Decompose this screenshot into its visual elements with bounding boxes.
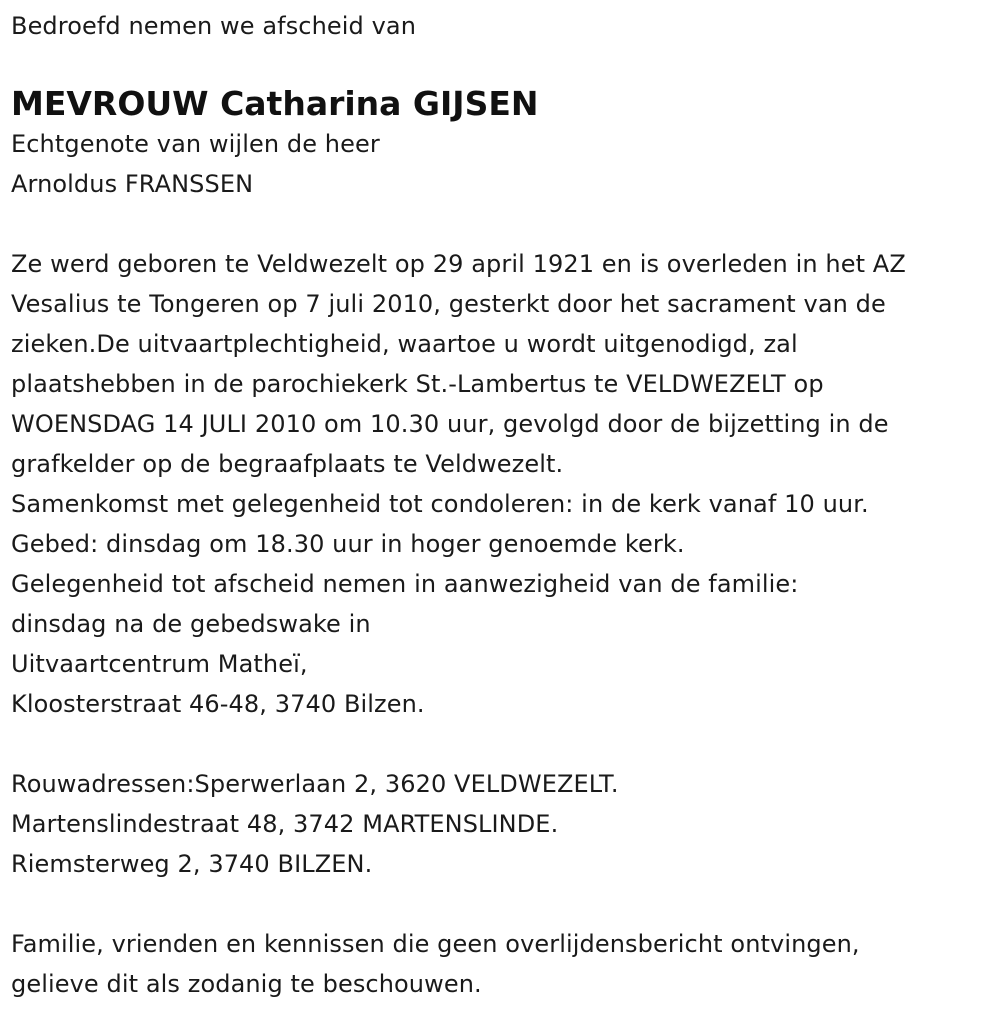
body-line: Samenkomst met gelegenheid tot condoleren: in de kerk vanaf 10 uur. [11,490,869,518]
body-line: Gebed: dinsdag om 18.30 uur in hoger genoemde kerk. [11,530,685,558]
spacer [11,724,1000,764]
spacer [11,884,1000,924]
intro-text: Bedroefd nemen we afscheid van [11,12,417,40]
body-line: Gelegenheid tot afscheid nemen in aanwezigheid van de familie: [11,570,799,598]
closing-line: Familie, vrienden en kennissen die geen overlijdensbericht ontvingen, [11,930,860,958]
body-line: WOENSDAG 14 JULI 2010 om 10.30 uur, gevolgd door de bijzetting in de [11,410,889,438]
address-line: Rouwadressen:Sperwerlaan 2, 3620 VELDWEZELT. [11,770,619,798]
body-line: plaatshebben in de parochiekerk St.-Lambertus te VELDWEZELT op [11,370,824,398]
spouse-line-1: Echtgenote van wijlen de heer [11,130,380,158]
body-line: Vesalius te Tongeren op 7 juli 2010, gesterkt door het sacrament van de [11,290,886,318]
body-line: Ze werd geboren te Veldwezelt op 29 april 1921 en is overleden in het AZ [11,250,906,278]
address-line: Riemsterweg 2, 3740 BILZEN. [11,850,373,878]
closing-line: gelieve dit als zodanig te beschouwen. [11,970,482,998]
body-line: grafkelder op de begraafplaats te Veldwezelt. [11,450,564,478]
body-line: dinsdag na de gebedswake in [11,610,371,638]
spouse-line-2: Arnoldus FRANSSEN [11,170,254,198]
body-line: zieken.De uitvaartplechtigheid, waartoe u wordt uitgenodigd, zal [11,330,798,358]
body-line: Kloosterstraat 46-48, 3740 Bilzen. [11,690,425,718]
body-line: Uitvaartcentrum Matheï, [11,650,308,678]
address-line: Martenslindestraat 48, 3742 MARTENSLINDE. [11,810,559,838]
deceased-name: MEVROUW Catharina GIJSEN [11,84,539,123]
spacer [11,204,1000,244]
